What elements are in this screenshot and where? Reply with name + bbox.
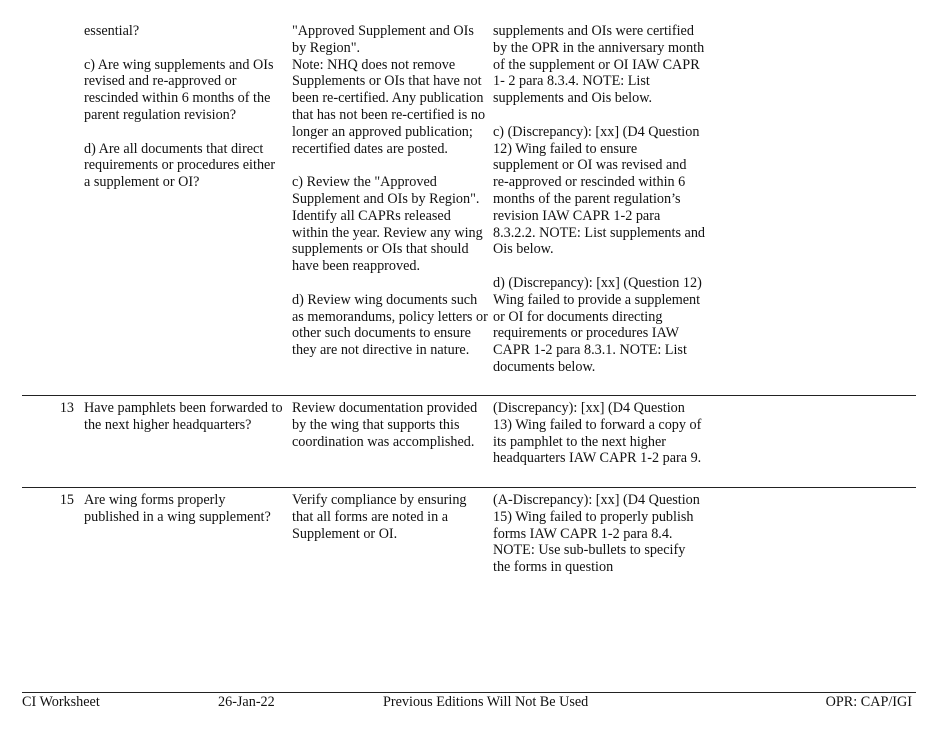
row-question: essential? c) Are wing supplements and OIs revised and re-approved or rescinded within 6 months of the parent regulation revision? d) Are all documents that direct requirements or procedures either a supplement or OI? — [84, 23, 276, 191]
row-number: 15 — [59, 492, 74, 508]
row-finding: (Discrepancy): [xx] (D4 Question 13) Wing failed to forward a copy of its pamphlet to the next higher headquarters IAW CAPR 1-2 para 9. — [493, 400, 702, 467]
footer-form-name: CI Worksheet — [22, 694, 100, 710]
row-finding: supplements and OIs were certified by the OPR in the anniversary month of the supplement or OI IAW CAPR 1- 2 para 8.3.4. NOTE: List supplements and Ois below. c) (Discrepancy): [xx] (D4 Question 12) Wing failed to ensure supplement or OI was revised and re-approved or rescinded within 6 months of the parent regulation’s revision IAW CAPR 1-2 para 8.3.2.2. NOTE: List supplements and Ois below. d) (Discrepancy): [xx] (Question 12) Wing failed to provide a supplement or OI for documents directing requirements or procedures IAW CAPR 1-2 para 8.3.1. NOTE: List documents below. — [493, 23, 706, 375]
footer-opr: OPR: CAP/IGI — [825, 694, 912, 710]
footer-date: 26-Jan-22 — [218, 694, 275, 710]
row-question: Are wing forms properly published in a wing supplement? — [84, 492, 271, 525]
row-question: Have pamphlets been forwarded to the next higher headquarters? — [84, 400, 283, 433]
footer-notice: Previous Editions Will Not Be Used — [383, 694, 589, 710]
footer-divider — [22, 692, 916, 693]
row-guidance: Review documentation provided by the wing that supports this coordination was accomplished. — [292, 400, 478, 450]
row-divider — [22, 487, 916, 488]
row-number: 13 — [59, 400, 74, 416]
row-guidance: "Approved Supplement and OIs by Region". Note: NHQ does not remove Supplements or OIs that have not been re-certified. Any publication that has not been re-certified is no longer an approved publication; recertified dates are posted. c) Review the "Approved Supplement and OIs by Region". Identify all CAPRs released within the year. Review any wing supplements or OIs that should have been reapproved. d) Review wing documents such as memorandums, policy letters or other such documents to ensure they are not directive in nature. — [292, 23, 488, 359]
row-guidance: Verify compliance by ensuring that all forms are noted in a Supplement or OI. — [292, 492, 467, 542]
row-divider — [22, 395, 916, 396]
row-finding: (A-Discrepancy): [xx] (D4 Question 15) Wing failed to properly publish forms IAW CAPR 1-2 para 8.4. NOTE: Use sub-bullets to specify the forms in question — [493, 492, 700, 576]
